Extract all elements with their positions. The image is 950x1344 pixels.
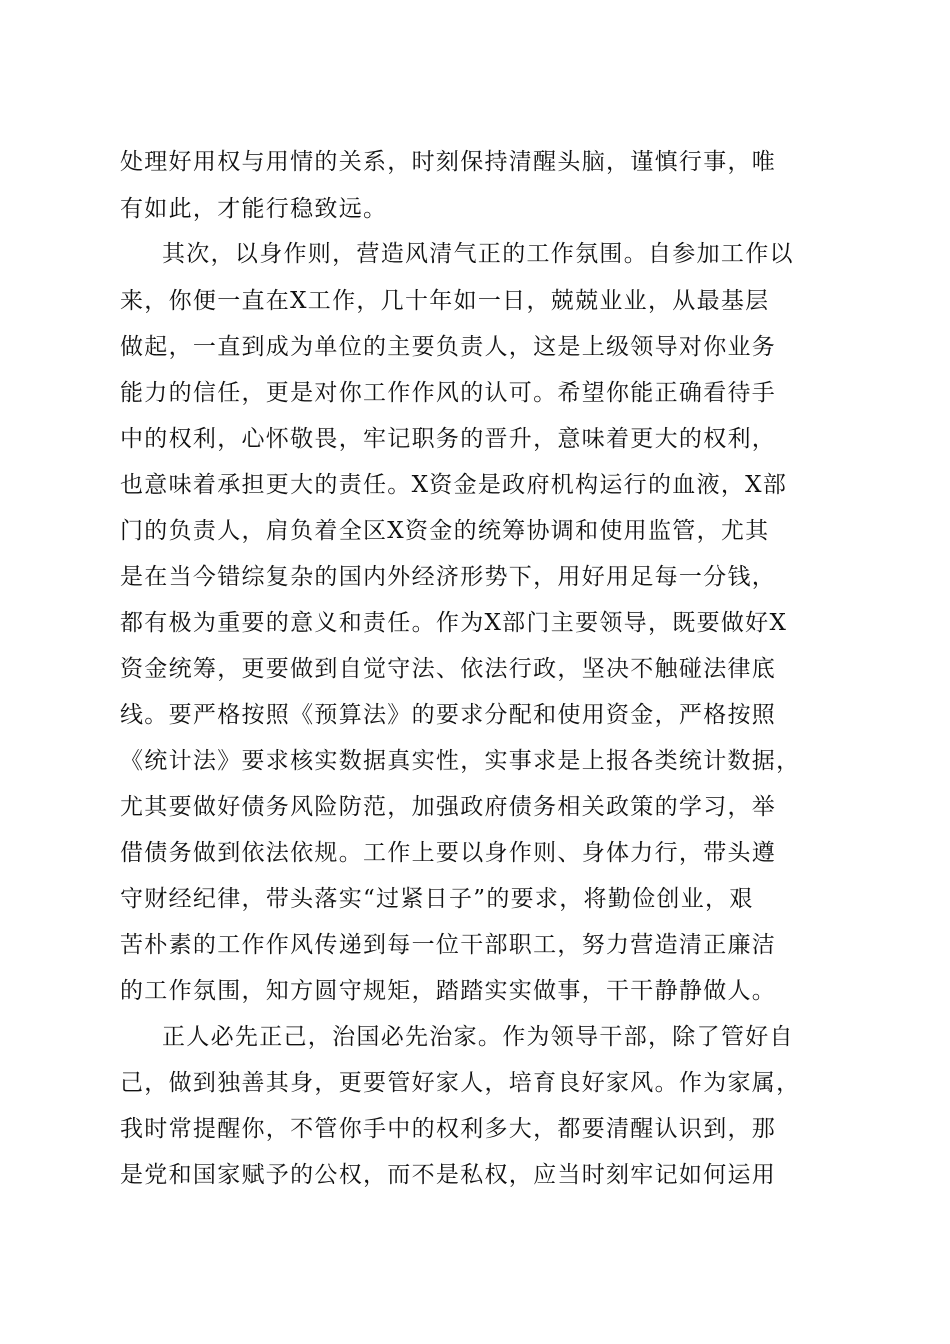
- text-line: 有如此，才能行稳致远。: [120, 196, 388, 222]
- text-line: 是党和国家赋予的公权，而不是私权，应当时刻牢记如何运用: [120, 1162, 777, 1188]
- text-line: 我时常提醒你，不管你手中的权利多大，都要清醒认识到，那: [120, 1116, 777, 1142]
- text-line: 中的权利，心怀敬畏，牢记职务的晋升，意味着更大的权利，: [120, 426, 777, 452]
- text-line: 也意味着承担更大的责任。X资金是政府机构运行的血液，X部: [120, 472, 788, 498]
- text-line: 做起，一直到成为单位的主要负责人，这是上级领导对你业务: [120, 334, 777, 360]
- text-line: 守财经纪律，带头落实“过紧日子”的要求，将勤俭创业，艰: [120, 886, 754, 912]
- text-line: 线。要严格按照《预算法》的要求分配和使用资金，严格按照: [120, 702, 777, 728]
- text-line: 尤其要做好债务风险防范，加强政府债务相关政策的学习，举: [120, 794, 777, 820]
- text-line: 是在当今错综复杂的国内外经济形势下，用好用足每一分钱，: [120, 564, 777, 590]
- text-line: 的工作氛围，知方圆守规矩，踏踏实实做事，干干静静做人。: [120, 978, 777, 1004]
- text-line: 门的负责人，肩负着全区X资金的统筹协调和使用监管，尤其: [120, 518, 770, 544]
- paragraph-start-line: 正人必先正己，治国必先治家。作为领导干部，除了管好自: [162, 1024, 794, 1050]
- text-line: 苦朴素的工作作风传递到每一位干部职工，努力营造清正廉洁: [120, 932, 777, 958]
- text-line: 借债务做到依法依规。工作上要以身作则、身体力行，带头遵: [120, 840, 777, 866]
- text-line: 己，做到独善其身，更要管好家人，培育良好家风。作为家属，: [120, 1070, 801, 1096]
- text-line: 《统计法》要求核实数据真实性，实事求是上报各类统计数据，: [120, 748, 801, 774]
- text-line: 能力的信任，更是对你工作作风的认可。希望你能正确看待手: [120, 380, 777, 406]
- text-line: 来，你便一直在X工作，几十年如一日，兢兢业业，从最基层: [120, 288, 770, 314]
- text-line: 资金统筹，更要做到自觉守法、依法行政，坚决不触碰法律底: [120, 656, 777, 682]
- text-line: 处理好用权与用情的关系，时刻保持清醒头脑，谨慎行事，唯: [120, 149, 777, 175]
- paragraph-start-line: 其次，以身作则，营造风清气正的工作氛围。自参加工作以: [162, 241, 794, 267]
- text-line: 都有极为重要的意义和责任。作为X部门主要领导，既要做好X: [120, 610, 788, 636]
